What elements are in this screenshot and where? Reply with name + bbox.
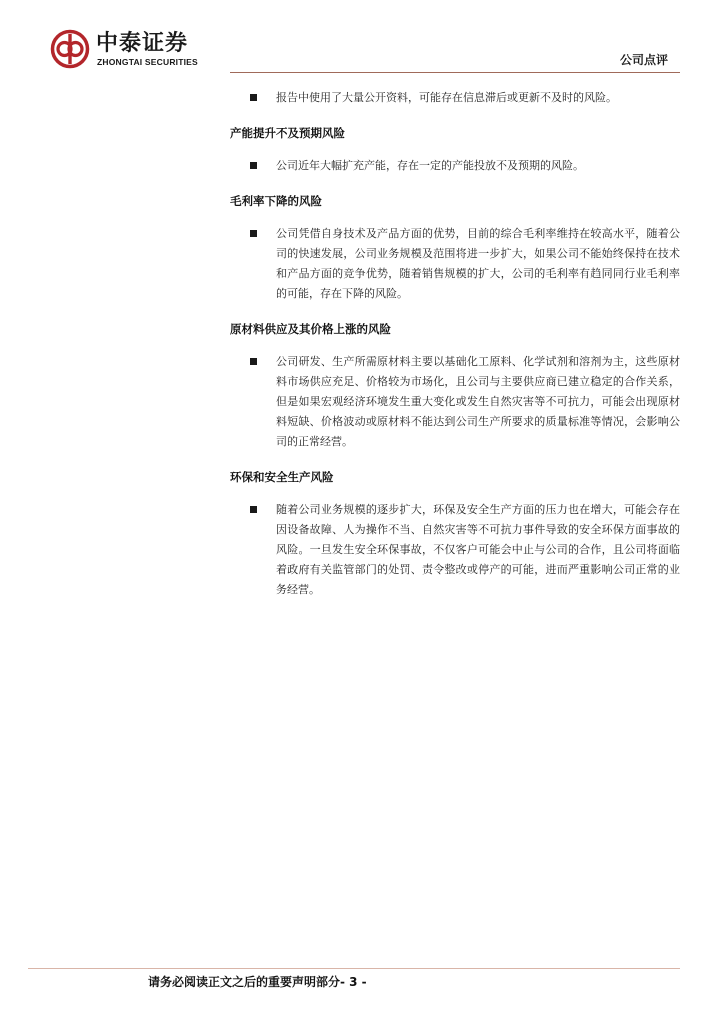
bullet-text: 公司研发、生产所需原材料主要以基础化工原料、化学试剂和溶剂为主，这些原材料市场供应充足、价格较为市场化，且公司与主要供应商已建立稳定的合作关系，但是如果宏观经济环境发生重大变化或发生自然灾害等不可抗力，可能会出现原材料短缺、价格波动或原材料不能达到公司生产所要求的质量标准等情况，会影响公司的正常经营。 bbox=[276, 355, 680, 448]
section-heading: 环保和安全生产风险 bbox=[230, 470, 334, 484]
section-bullet bbox=[230, 224, 680, 304]
logo-chinese-name: 中泰证券 bbox=[96, 31, 189, 56]
section-heading: 原材料供应及其价格上涨的风险 bbox=[230, 322, 391, 336]
zhongtai-logo-icon bbox=[50, 29, 90, 69]
risk-section bbox=[230, 192, 680, 304]
bullet-text: 公司近年大幅扩充产能，存在一定的产能投放不及预期的风险。 bbox=[276, 159, 584, 172]
header-divider bbox=[230, 72, 680, 73]
risk-section bbox=[230, 468, 680, 600]
bullet-text: 随着公司业务规模的逐步扩大，环保及安全生产方面的压力也在增大，可能会存在因设备故障、人为操作不当、自然灾害等不可抗力事件导致的安全环保方面事故的风险。一旦发生安全环保事故，不仅客户可能会中止与公司的合作，且公司将面临着政府有关监管部门的处罚、责令整改或停产的可能，进而严重影响公司正常的业务经营。 bbox=[276, 503, 680, 596]
square-bullet-icon bbox=[250, 162, 257, 169]
document-type-label: 公司点评 bbox=[619, 53, 668, 67]
section-bullet bbox=[230, 156, 680, 176]
risk-section bbox=[230, 124, 680, 176]
risk-section bbox=[230, 320, 680, 452]
page-header bbox=[0, 0, 724, 80]
logo-english-name: ZHONGTAI SECURITIES bbox=[97, 57, 198, 67]
square-bullet-icon bbox=[250, 358, 257, 365]
bullet-text: 报告中使用了大量公开资料，可能存在信息滞后或更新不及时的风险。 bbox=[276, 91, 617, 104]
section-heading: 毛利率下降的风险 bbox=[230, 194, 322, 208]
intro-bullet bbox=[230, 88, 680, 108]
footer-divider bbox=[28, 968, 680, 969]
section-bullet bbox=[230, 352, 680, 452]
square-bullet-icon bbox=[250, 230, 257, 237]
section-heading: 产能提升不及预期风险 bbox=[230, 126, 345, 140]
footer-disclaimer: 请务必阅读正文之后的重要声明部分- 3 - bbox=[148, 975, 367, 989]
square-bullet-icon bbox=[250, 506, 257, 513]
company-logo bbox=[50, 29, 220, 69]
square-bullet-icon bbox=[250, 94, 257, 101]
bullet-text: 公司凭借自身技术及产品方面的优势，目前的综合毛利率维持在较高水平，随着公司的快速发展，公司业务规模及范围将进一步扩大，如果公司不能始终保持在技术和产品方面的竞争优势，随着销售规模的扩大，公司的毛利率有趋同同行业毛利率的可能，存在下降的风险。 bbox=[276, 227, 680, 300]
risk-content bbox=[230, 84, 680, 600]
section-bullet bbox=[230, 500, 680, 600]
